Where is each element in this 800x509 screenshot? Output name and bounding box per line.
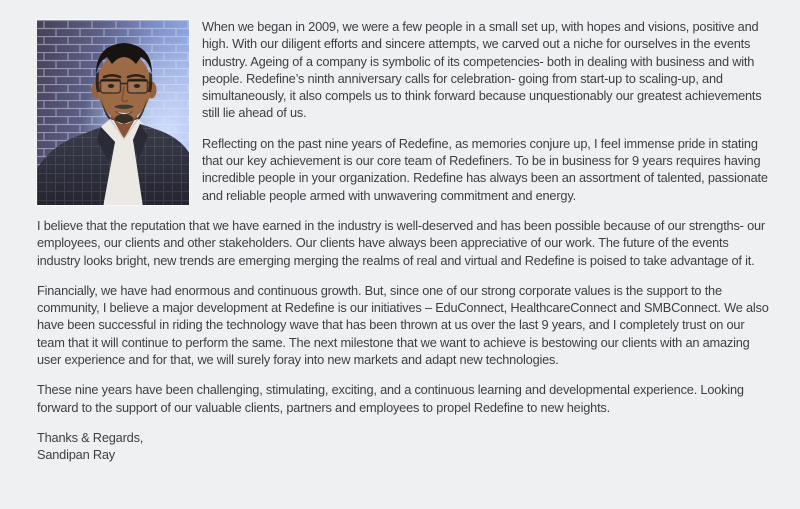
signature-block	[37, 429, 770, 464]
paragraph-reputation: I believe that the reputation that we have earned in the industry is well-deserved and has been possible because of our strengths- our employees, our clients and other stakeholders. Our clients have always been appreciative of our work. The future of the events industry looks bright, new trends are emerging merging the realms of real and virtual and Redefine is poised to take advantage of it.	[37, 217, 765, 268]
paragraph-closing: These nine years have been challenging, stimulating, exciting, and a continuous learning and developmental experience. Looking forward to the support of our valuable clients, partners and employees to propel Redefine to new heights.	[37, 382, 744, 415]
paragraph-growth: Financially, we have had enormous and continuous growth. But, since one of our strong corporate values is the support to the community, I believe a major development at Redefine is our initiatives – EduConnect, HealthcareConnect and SMBConnect. We also have been successful in riding the technology wave that has been thrown at us over the last 9 years, and I completely trust on our team that it will continue to perform the same. The next milestone that we want to achieve is bestowing our clients with an amazing user experience and for that, we will surely foray into new markets and adapt new technologies.	[37, 282, 769, 368]
portrait-photo-illustration	[37, 20, 189, 205]
signature-closing: Thanks & Regards,	[37, 429, 144, 445]
paragraph-intro: When we began in 2009, we were a few people in a small set up, with hopes and visions, positive and high. With our diligent efforts and sincere attempts, we carved out a niche for ourselves in the events industry. Ageing of a company is symbolic of its competencies- both in dealing with business and with people. Redefine’s ninth anniversary calls for celebration- going from start-up to scaling-up, and simultaneously, it also compels us to think forward because unquestionably our greatest achievements still lie ahead of us.	[202, 19, 762, 121]
signature-name: Sandipan Ray	[37, 447, 115, 463]
paragraph-reflecting: Reflecting on the past nine years of Redefine, as memories conjure up, I feel immense pride in stating that our key achievement is our core team of Redefiners. To be in business for 9 years requires having incredible people in your organization. Redefine has always been an assortment of talented, passionate and reliable people armed with unwavering commitment and energy.	[202, 135, 768, 203]
portrait-photo	[37, 20, 189, 205]
